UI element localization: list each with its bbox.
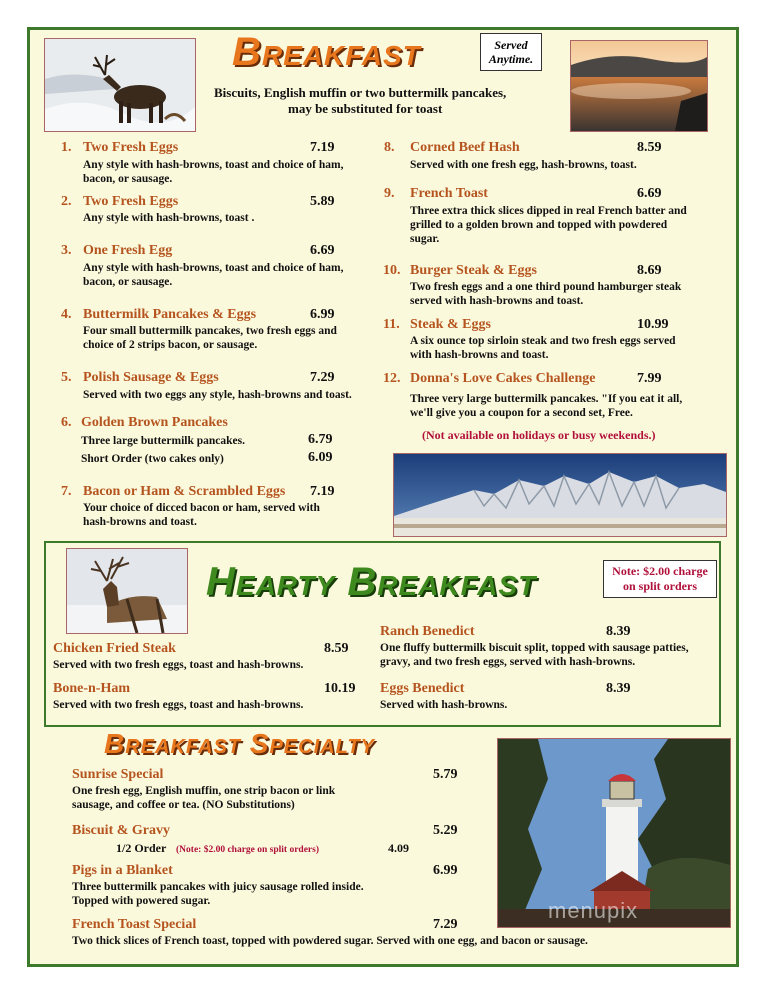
elk-photo bbox=[66, 548, 188, 634]
item-4-price: 6.99 bbox=[310, 307, 335, 322]
item-1-price: 7.19 bbox=[310, 140, 335, 155]
item-7-name: Bacon or Ham & Scrambled Eggs bbox=[83, 484, 286, 499]
item-2-price: 5.89 bbox=[310, 194, 335, 209]
item-12-number: 12. bbox=[383, 371, 401, 386]
item-4-desc-2: choice of 2 strips bacon, or sausage. bbox=[83, 339, 258, 351]
item-11-number: 11. bbox=[383, 317, 400, 332]
item-12-name: Donna's Love Cakes Challenge bbox=[410, 371, 596, 386]
hearty-item-4-price: 8.39 bbox=[606, 681, 631, 696]
item-3-desc-1: Any style with hash-browns, toast and choice of ham, bbox=[83, 262, 344, 274]
specialty-title: Breakfast Specialty bbox=[104, 728, 375, 759]
item-11-name: Steak & Eggs bbox=[410, 317, 491, 332]
item-2-desc-1: Any style with hash-browns, toast . bbox=[83, 212, 255, 224]
specialty-item-2-price: 5.29 bbox=[433, 823, 458, 838]
hearty-item-3-name: Ranch Benedict bbox=[380, 624, 475, 639]
item-10-desc-2: served with hash-browns and toast. bbox=[410, 295, 584, 307]
item-9-desc-1: Three extra thick slices dipped in real French batter and bbox=[410, 205, 687, 217]
hearty-item-3-desc-2: gravy, and two fresh eggs, served with hash-browns. bbox=[380, 656, 636, 668]
item-9-price: 6.69 bbox=[637, 186, 662, 201]
specialty-item-2-name: Biscuit & Gravy bbox=[72, 823, 170, 838]
item-5-price: 7.29 bbox=[310, 370, 335, 385]
specialty-item-1-price: 5.79 bbox=[433, 767, 458, 782]
served-anytime-text: Served Anytime. bbox=[488, 38, 534, 66]
lake-photo bbox=[570, 40, 708, 132]
item-7-number: 7. bbox=[61, 484, 72, 499]
specialty-item-3-name: Pigs in a Blanket bbox=[72, 863, 173, 878]
item-3-desc-2: bacon, or sausage. bbox=[83, 276, 173, 288]
split-note-line-1: Note: $2.00 charge bbox=[612, 564, 708, 578]
item-6-option-1-label: Three large buttermilk pancakes. bbox=[81, 435, 245, 447]
hearty-breakfast-title: Hearty Breakfast bbox=[206, 560, 537, 604]
item-5-number: 5. bbox=[61, 370, 72, 385]
item-6-option-1-price: 6.79 bbox=[308, 432, 333, 447]
item-1-name: Two Fresh Eggs bbox=[83, 140, 179, 155]
specialty-item-4-name: French Toast Special bbox=[72, 917, 197, 932]
substitution-line-1: Biscuits, English muffin or two buttermilk pancakes, bbox=[214, 85, 507, 100]
specialty-item-1-name: Sunrise Special bbox=[72, 767, 164, 782]
specialty-item-1-desc-1: One fresh egg, English muffin, one strip bacon or link bbox=[72, 785, 336, 797]
item-11-price: 10.99 bbox=[637, 317, 669, 332]
hearty-item-4-desc: Served with hash-browns. bbox=[380, 699, 508, 711]
item-12-price: 7.99 bbox=[637, 371, 662, 386]
item-1-number: 1. bbox=[61, 140, 72, 155]
split-order-note-badge bbox=[603, 560, 717, 598]
item-10-name: Burger Steak & Eggs bbox=[410, 263, 537, 278]
item-6-option-2-price: 6.09 bbox=[308, 450, 333, 465]
hearty-item-2-desc: Served with two fresh eggs, toast and hash-browns. bbox=[53, 699, 304, 711]
item-8-price: 8.59 bbox=[637, 140, 662, 155]
item-7-price: 7.19 bbox=[310, 484, 335, 499]
item-9-number: 9. bbox=[384, 186, 395, 201]
item-6-number: 6. bbox=[61, 415, 72, 430]
item-12-desc-1: Three very large buttermilk pancakes. "If you eat it all, bbox=[410, 393, 683, 405]
hearty-item-3-price: 8.39 bbox=[606, 624, 631, 639]
specialty-item-2-half-note: (Note: $2.00 charge on split orders) bbox=[176, 845, 320, 855]
item-10-number: 10. bbox=[383, 263, 401, 278]
mountain-photo bbox=[393, 453, 727, 537]
breakfast-title: Breakfast bbox=[232, 30, 421, 74]
specialty-item-2-half-label: 1/2 Order bbox=[116, 841, 167, 855]
item-10-desc-1: Two fresh eggs and a one third pound hamburger steak bbox=[410, 281, 682, 293]
item-7-desc-2: hash-browns and toast. bbox=[83, 516, 197, 528]
item-3-name: One Fresh Egg bbox=[83, 243, 173, 258]
split-note-line-2: on split orders bbox=[622, 579, 697, 593]
specialty-item-2-half-price: 4.09 bbox=[388, 841, 409, 855]
substitution-line-2: may be substituted for toast bbox=[288, 101, 443, 116]
item-9-name: French Toast bbox=[410, 186, 488, 201]
item-8-desc-1: Served with one fresh egg, hash-browns, toast. bbox=[410, 159, 637, 171]
holiday-note: (Not available on holidays or busy weekends.) bbox=[422, 428, 656, 442]
item-2-number: 2. bbox=[61, 194, 72, 209]
item-4-name: Buttermilk Pancakes & Eggs bbox=[83, 307, 257, 322]
item-1-desc-1: Any style with hash-browns, toast and choice of ham, bbox=[83, 159, 344, 171]
item-11-desc-1: A six ounce top sirloin steak and two fresh eggs served bbox=[410, 335, 676, 347]
item-6-option-2-label: Short Order (two cakes only) bbox=[81, 453, 224, 465]
hearty-item-1-name: Chicken Fried Steak bbox=[53, 641, 176, 656]
hearty-item-1-desc: Served with two fresh eggs, toast and hash-browns. bbox=[53, 659, 304, 671]
item-4-desc-1: Four small buttermilk pancakes, two fresh eggs and bbox=[83, 325, 337, 337]
specialty-item-1-desc-2: sausage, and coffee or tea. (NO Substitutions) bbox=[72, 799, 295, 811]
item-6-name: Golden Brown Pancakes bbox=[81, 415, 228, 430]
served-anytime-badge bbox=[480, 33, 542, 71]
item-9-desc-2: grilled to a golden brown and topped with powdered bbox=[410, 219, 668, 231]
specialty-item-3-price: 6.99 bbox=[433, 863, 458, 878]
item-9-desc-3: sugar. bbox=[410, 233, 440, 245]
hearty-item-4-name: Eggs Benedict bbox=[380, 681, 465, 696]
hearty-item-1-price: 8.59 bbox=[324, 641, 349, 656]
deer-photo bbox=[44, 38, 196, 132]
item-11-desc-2: with hash-browns and toast. bbox=[410, 349, 549, 361]
item-8-number: 8. bbox=[384, 140, 395, 155]
item-3-price: 6.69 bbox=[310, 243, 335, 258]
hearty-item-2-price: 10.19 bbox=[324, 681, 356, 696]
specialty-item-4-price: 7.29 bbox=[433, 917, 458, 932]
specialty-item-3-desc-2: Topped with powered sugar. bbox=[72, 895, 211, 907]
item-7-desc-1: Your choice of dicced bacon or ham, served with bbox=[83, 502, 320, 514]
specialty-item-4-desc-1: Two thick slices of French toast, topped with powdered sugar. Served with one egg, and bacon or sausage. bbox=[72, 935, 588, 947]
item-2-name: Two Fresh Eggs bbox=[83, 194, 179, 209]
hearty-item-3-desc-1: One fluffy buttermilk biscuit split, topped with sausage patties, bbox=[380, 642, 689, 654]
item-4-number: 4. bbox=[61, 307, 72, 322]
item-12-desc-2: we'll give you a coupon for a second set, Free. bbox=[410, 407, 633, 419]
item-5-name: Polish Sausage & Eggs bbox=[83, 370, 219, 385]
item-1-desc-2: bacon, or sausage. bbox=[83, 173, 173, 185]
hearty-item-2-name: Bone-n-Ham bbox=[53, 681, 130, 696]
item-5-desc-1: Served with two eggs any style, hash-browns and toast. bbox=[83, 389, 352, 401]
item-3-number: 3. bbox=[61, 243, 72, 258]
menupix-watermark: menupix bbox=[548, 898, 639, 923]
item-10-price: 8.69 bbox=[637, 263, 662, 278]
item-8-name: Corned Beef Hash bbox=[410, 140, 520, 155]
specialty-item-3-desc-1: Three buttermilk pancakes with juicy sausage rolled inside. bbox=[72, 881, 364, 893]
